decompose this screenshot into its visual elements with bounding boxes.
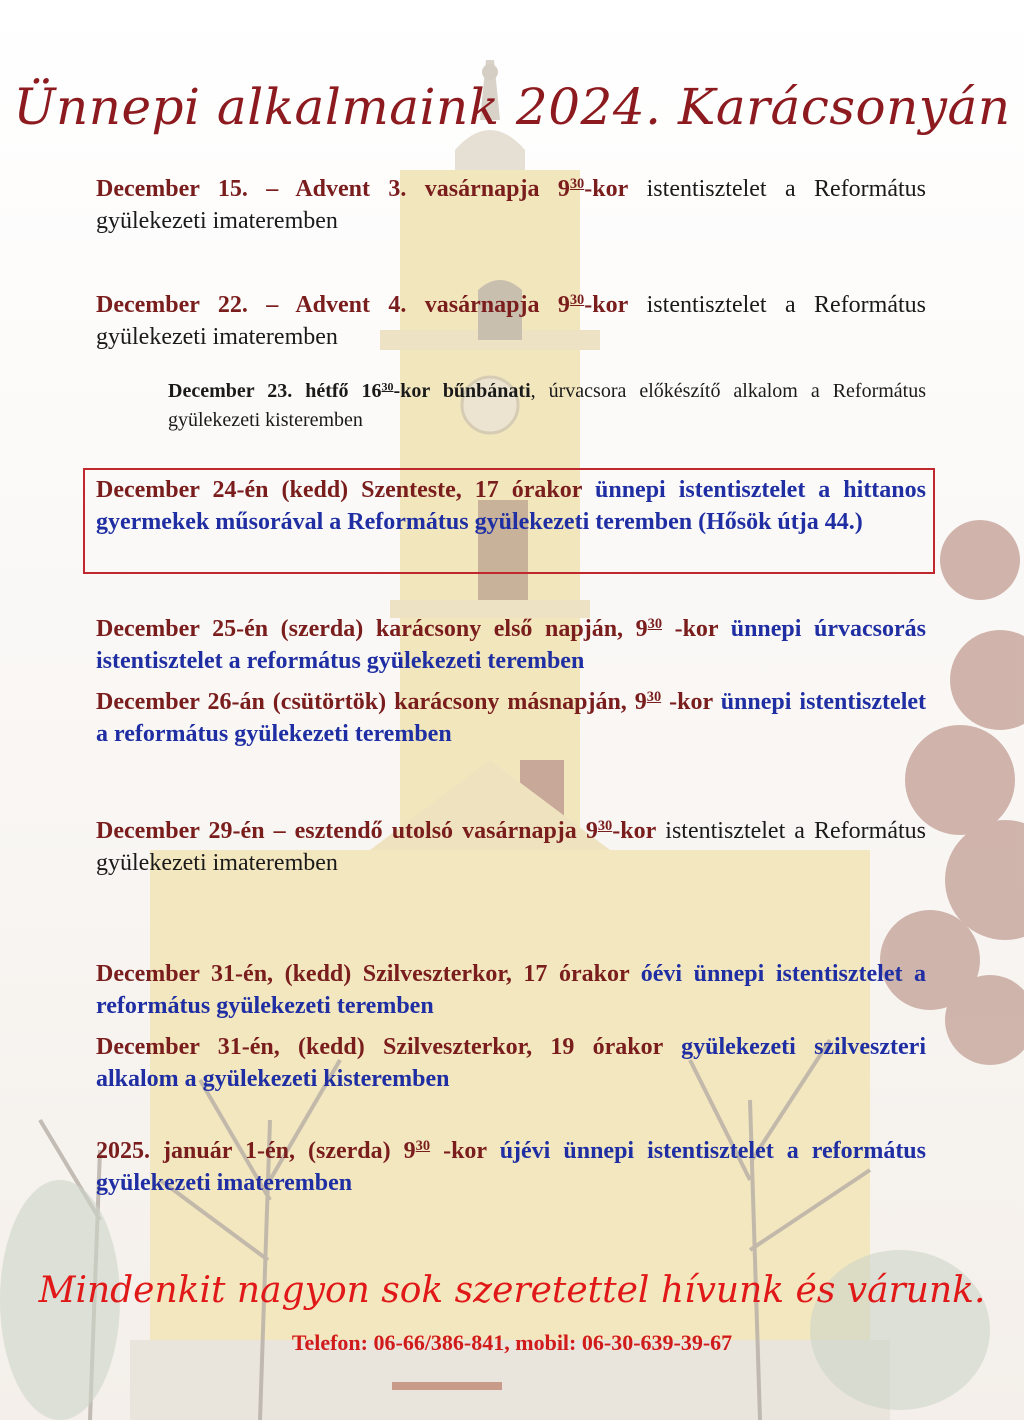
event-dec-31-17h xyxy=(96,958,926,1022)
event-date: December 26-án (csütörtök) karácsony másnapján, 9 xyxy=(96,689,647,715)
event-jan-1 xyxy=(96,1135,926,1199)
event-time-minutes: 30 xyxy=(415,1138,431,1155)
event-time-suffix: -kor xyxy=(430,1138,487,1164)
event-dec-23 xyxy=(168,377,926,435)
event-dec-29 xyxy=(96,815,926,879)
event-description: , úrvacsora előkészítő alkalom a Református gyülekezeti kisteremben xyxy=(168,380,926,431)
event-time-minutes: 30 xyxy=(569,292,585,309)
event-time-suffix: -kor xyxy=(662,616,719,642)
event-description: újévi ünnepi istentisztelet a református gyülekezeti imateremben xyxy=(96,1138,926,1196)
event-date: December 23. hétfő 16 xyxy=(168,380,382,402)
event-date: December 31-én, (kedd) Szilveszterkor, 17 órakor xyxy=(96,961,630,987)
event-dec-25 xyxy=(96,613,926,677)
event-date: December 15. – Advent 3. vasárnapja 9 xyxy=(96,176,570,202)
event-description: istentisztelet a Református gyülekezeti imateremben xyxy=(96,292,927,350)
event-time-suffix: -kor xyxy=(612,818,657,844)
event-description: istentisztelet a Református gyülekezeti imateremben xyxy=(96,176,927,234)
event-time-suffix: -kor bűnbánati xyxy=(393,380,531,402)
event-date: December 25-én (szerda) karácsony első napján, 9 xyxy=(96,616,648,642)
event-description: óévi ünnepi istentisztelet a református gyülekezeti teremben xyxy=(96,961,927,1019)
event-description: gyülekezeti szilveszteri alkalom a gyülekezeti kisteremben xyxy=(96,1034,927,1092)
event-time-minutes: 30 xyxy=(597,818,613,835)
event-description: istentisztelet a Református gyülekezeti imateremben xyxy=(96,818,926,876)
event-date: December 31-én, (kedd) Szilveszterkor, 19 órakor xyxy=(96,1034,663,1060)
event-date: December 24-én (kedd) Szenteste, 17 órakor xyxy=(96,477,582,503)
page-title: Ünnepi alkalmaink 2024. Karácsonyán xyxy=(13,78,1011,136)
event-dec-15 xyxy=(96,173,926,237)
event-date: 2025. január 1-én, (szerda) 9 xyxy=(96,1138,416,1164)
event-description: ünnepi istentisztelet a református gyülekezeti teremben xyxy=(96,689,927,747)
event-date: December 22. – Advent 4. vasárnapja 9 xyxy=(96,292,570,318)
event-time-suffix: -kor xyxy=(584,292,629,318)
event-description: ünnepi istentisztelet a hittanos gyermekek műsorával a Református gyülekezeti teremben (Hősök útja 44.) xyxy=(96,477,926,535)
event-time-suffix: -kor xyxy=(584,176,629,202)
event-time-minutes: 30 xyxy=(381,379,394,394)
event-dec-31-19h xyxy=(96,1031,926,1095)
event-description: ünnepi úrvacsorás istentisztelet a református gyülekezeti teremben xyxy=(96,616,927,674)
event-dec-26 xyxy=(96,686,926,750)
event-time-minutes: 30 xyxy=(646,689,662,706)
event-dec-24 xyxy=(96,474,926,538)
closing-invitation: Mindenkit nagyon sok szeretettel hívunk és várunk. xyxy=(38,1270,986,1311)
contact-phone: Telefon: 06-66/386-841, mobil: 06-30-639-39-67 xyxy=(291,1330,733,1355)
event-date: December 29-én – esztendő utolsó vasárnapja 9 xyxy=(96,818,598,844)
event-time-minutes: 30 xyxy=(569,176,585,193)
event-dec-22 xyxy=(96,289,926,353)
event-time-minutes: 30 xyxy=(647,616,663,633)
event-time-suffix: -kor xyxy=(661,689,713,715)
